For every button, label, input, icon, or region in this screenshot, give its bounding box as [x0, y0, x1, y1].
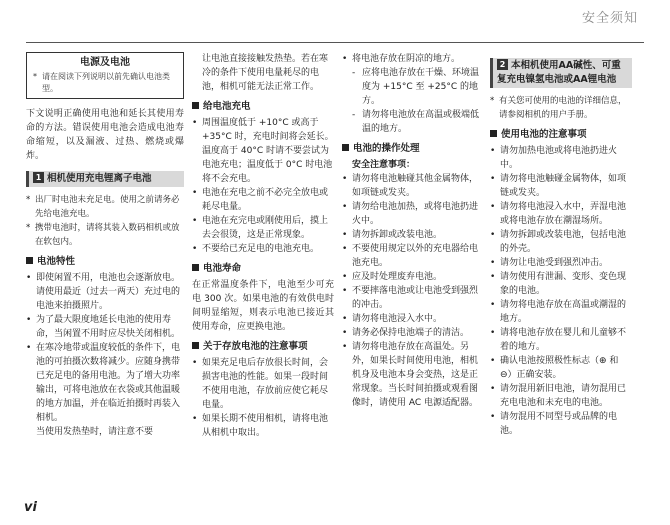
- sub-list-item: - 请勿将电池放在高温或极端低温的地方。: [352, 108, 482, 136]
- charging-list: [192, 116, 334, 256]
- list-item: • 请勿拆卸或改装电池。: [342, 228, 482, 242]
- list-item: • 请勿将电池触碰其他金属物体，如项链或发夹。: [342, 172, 482, 200]
- storage-sub-list: [352, 66, 482, 136]
- note-item: * 有关您可使用的电池的详细信息，请参阅相机的用户手册。: [490, 94, 632, 122]
- caution-subheading: 安全注意事项：: [352, 160, 416, 170]
- list-item: • 请勿将电池浸入水中，弄湿电池或将电池存放在潮湿场所。: [490, 200, 632, 228]
- charging-heading: [192, 100, 334, 114]
- section-2-number: 2: [497, 59, 508, 70]
- column-3: [342, 52, 482, 410]
- list-item: • 如果长期不使用相机，请将电池从相机中取出。: [192, 412, 334, 440]
- list-item: • 为了最大限度地延长电池的使用寿命，当闲置不用时应尽快关闭相机。: [26, 313, 184, 341]
- battery-life-heading: [192, 262, 334, 276]
- square-bullet-icon: [192, 342, 199, 349]
- column-2: [192, 52, 334, 440]
- list-item: • 即使闲置不用，电池也会逐渐放电。请使用最近（过去一两天）充过电的电池来拍摄照片。: [26, 271, 184, 313]
- storage-heading: [192, 340, 334, 354]
- storage-list: [192, 356, 334, 440]
- square-bullet-icon: [192, 264, 199, 271]
- battery-characteristics-title: 电池特性: [37, 256, 76, 267]
- charging-title: 给电池充电: [203, 101, 251, 112]
- power-battery-box: [26, 52, 184, 99]
- storage-title: 关于存放电池的注意事项: [203, 341, 308, 352]
- battery-life-paragraph: 在正常温度条件下，电池至少可充电 300 次。如果电池的有效供电时间明显缩短，则表示电池已接近其使用寿命，应更换电池。: [192, 280, 334, 332]
- list-item: • 在寒冷地带或温度较低的条件下，电池的可拍摄次数将减少。应随身携带已充足电的备用电池。为了增大功率输出，可将电池放在衣袋或其他温暖的地方加温，并在临近拍摄时再装入相机。: [26, 341, 184, 425]
- square-bullet-icon: [490, 130, 497, 137]
- page-header-title: 安全须知: [581, 11, 638, 26]
- list-item: • 请勿给电池加热，或将电池扔进火中。: [342, 200, 482, 228]
- sub-list-item: - 应将电池存放在干燥、环境温度为 +15°C 至 +25°C 的地方。: [352, 66, 482, 108]
- handling-title: 电池的操作处理: [353, 143, 420, 154]
- list-item: • 请勿使用有泄漏、变形、变色现象的电池。: [490, 270, 632, 298]
- section-2-title: 本相机使用AA碱性、可重复充电镍氢电池或AA锂电池: [497, 60, 621, 85]
- list-item: • 不要摔落电池或让电池受到强烈的冲击。: [342, 284, 482, 312]
- battery-caution-list: [490, 144, 632, 438]
- list-item: • 将电池存放在阴凉的地方。: [342, 52, 482, 66]
- list-item: • 不要给已充足电的电池充电。: [192, 242, 334, 256]
- list-item: • 请勿将电池触碰金属物体，如项链或发夹。: [490, 172, 632, 200]
- list-continuation: 当使用发热垫时，请注意不要: [36, 427, 154, 437]
- battery-type-note: [33, 71, 177, 95]
- list-item: • 请务必保持电池端子的清洁。: [342, 326, 482, 340]
- battery-caution-heading: [490, 128, 632, 142]
- storage-list-continued: [342, 52, 482, 66]
- battery-caution-title: 使用电池的注意事项: [501, 129, 587, 140]
- list-item: • 请勿让电池受到强烈冲击。: [490, 256, 632, 270]
- list-item: • 如果充足电后存放很长时间，会损害电池的性能。如果一段时间不使用电池，存放前应使它耗尽电量。: [192, 356, 334, 412]
- list-item: • 请勿拆卸或改装电池，包括电池的外壳。: [490, 228, 632, 256]
- column-1: [26, 52, 184, 439]
- intro-paragraph: 下文说明正确使用电池和延长其使用寿命的方法。错误使用电池会造成电池寿命缩短，以及漏液、过热、燃烧或爆炸。: [26, 109, 184, 161]
- list-item: • 电池在充完电或刚使用后，摸上去会很烫，这是正常现象。: [192, 214, 334, 242]
- section-1-heading: [26, 171, 184, 187]
- list-item: • 请勿混用新旧电池，请勿混用已充电电池和未充电的电池。: [490, 382, 632, 410]
- list-item: • 电池在充电之前不必完全放电或耗尽电量。: [192, 186, 334, 214]
- list-item: • 不要使用规定以外的充电器给电池充电。: [342, 242, 482, 270]
- list-item: • 请将电池存放在婴儿和儿童够不着的地方。: [490, 326, 632, 354]
- page-number: vi: [24, 500, 37, 515]
- column-4: [490, 52, 632, 438]
- list-item: • 请勿混用不同型号或品牌的电池。: [490, 410, 632, 438]
- list-item: • 请勿加热电池或将电池扔进火中。: [490, 144, 632, 172]
- list-item: • 应及时处理废弃电池。: [342, 270, 482, 284]
- battery-characteristics-heading: [26, 255, 184, 269]
- note-item: * 携带电池时，请将其装入数码相机或放在软包内。: [26, 221, 184, 249]
- battery-type-note-text: * 请在阅读下列说明以前先确认电池类型。: [33, 71, 177, 95]
- square-bullet-icon: [342, 144, 349, 151]
- power-battery-title: 电源及电池: [80, 57, 130, 68]
- section-2-notes: [490, 94, 632, 122]
- section-1-notes: [26, 193, 184, 249]
- battery-characteristics-list: [26, 271, 184, 425]
- handling-heading: [342, 142, 482, 156]
- section-1-title: 相机使用充电锂离子电池: [47, 173, 152, 184]
- handling-list: [342, 172, 482, 410]
- list-item: • 请勿将电池存放在高温或潮湿的地方。: [490, 298, 632, 326]
- section-2-heading: [490, 58, 632, 88]
- square-bullet-icon: [192, 102, 199, 109]
- battery-life-title: 电池寿命: [203, 263, 242, 274]
- header-divider: [26, 42, 644, 43]
- list-item: • 请勿将电池浸入水中。: [342, 312, 482, 326]
- list-item: • 请勿将电池存放在高温处。另外，如果长时间使用电池，相机机身及电池本身会变热，这是正常现象。当长时间拍摄或观看图像时，请使用 AC 电源适配器。: [342, 340, 482, 410]
- list-item: • 确认电池按照极性标志（⊕ 和 ⊖）正确安装。: [490, 354, 632, 382]
- note-item: * 出厂时电池未充足电。使用之前请务必先给电池充电。: [26, 193, 184, 221]
- square-bullet-icon: [26, 257, 33, 264]
- list-item: • 周围温度低于 +10°C 或高于 +35°C 时，充电时间将会延长。温度高于 40°C 时请不要尝试为电池充电；温度低于 0°C 时电池将不会充电。: [192, 116, 334, 186]
- section-1-number: 1: [33, 172, 44, 183]
- list-continuation: 让电池直接接触发热垫。若在寒冷的条件下使用电量耗尽的电池，相机可能无法正常工作。: [202, 54, 329, 92]
